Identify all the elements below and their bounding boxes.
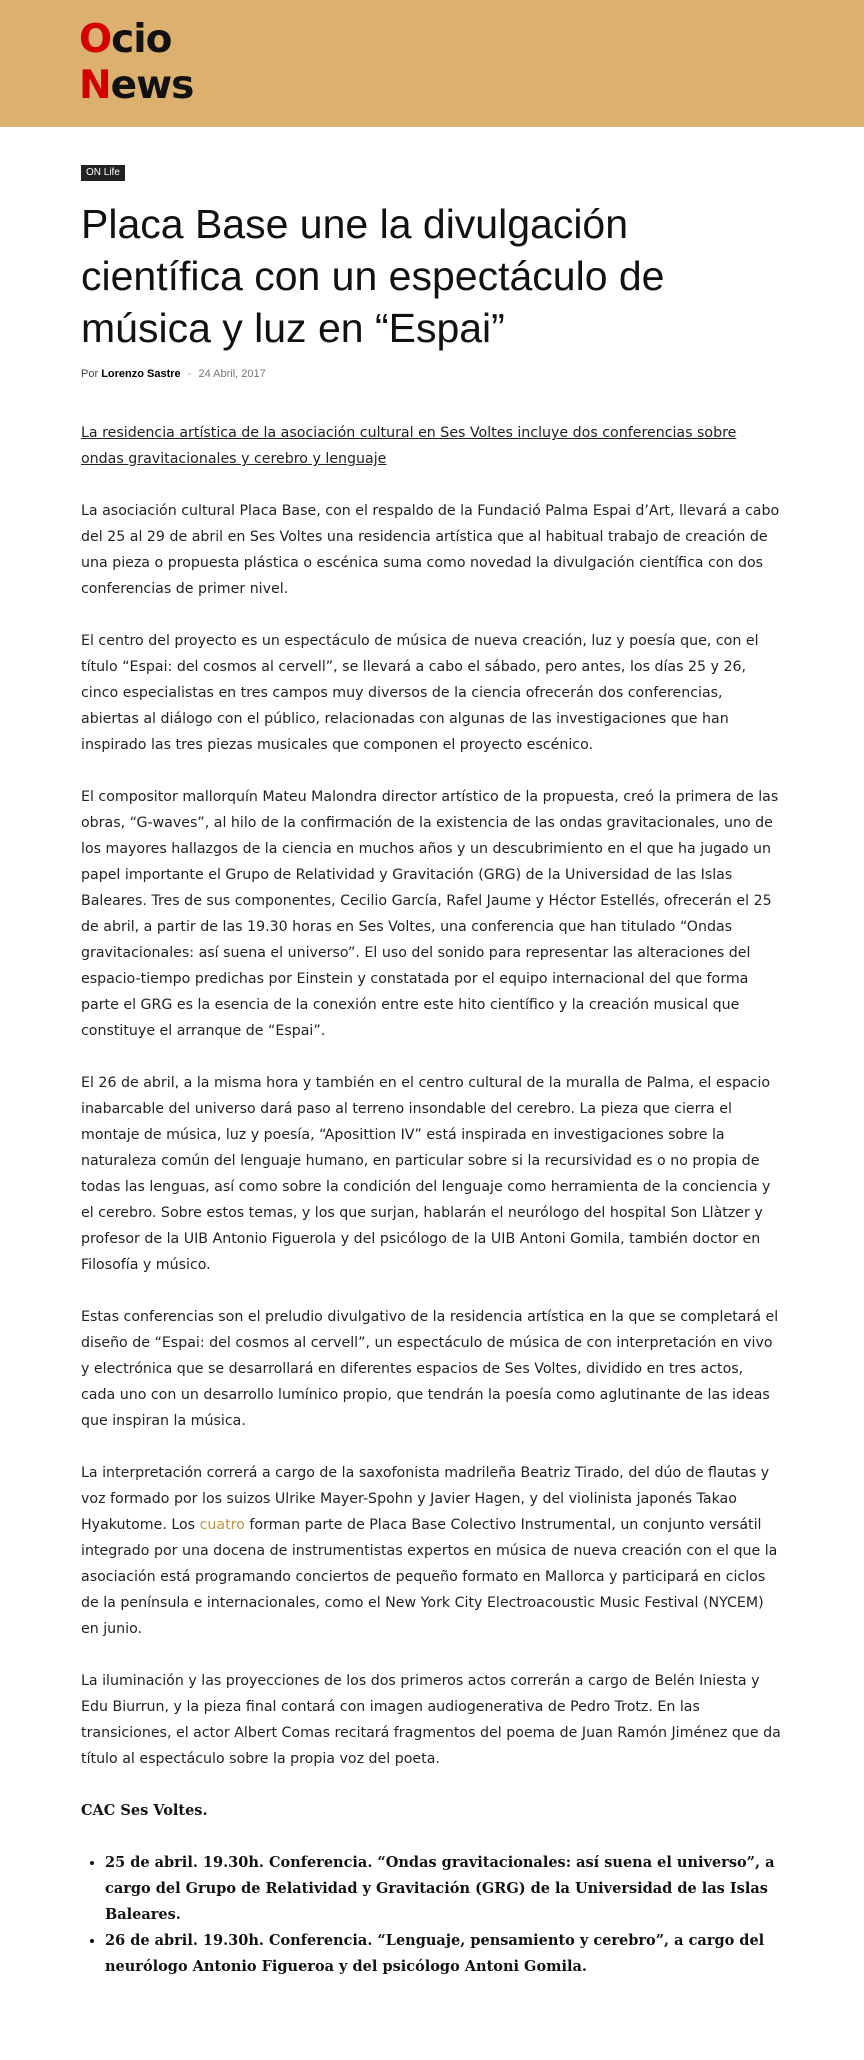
events-list xyxy=(81,1850,781,1980)
site-logo[interactable] xyxy=(79,16,194,110)
article-lead: La residencia artística de la asociación cultural en Ses Voltes incluye dos conferencias sobre ondas gravitacionales y cerebro y lenguaje xyxy=(81,425,737,467)
venue-heading: CAC Ses Voltes. xyxy=(81,1802,208,1819)
paragraph-text: La interpretación correrá a cargo de la saxofonista madrileña Beatriz Tirado, del dúo de flautas y voz formado por los suizos Ulrike Mayer-Spohn y Javier Hagen, y del violinista japonés Takao Hyakutome. Los xyxy=(81,1465,770,1533)
meta-separator: - xyxy=(187,368,192,380)
paragraph: Estas conferencias son el preludio divulgativo de la residencia artística en la que se completará el diseño de “Espai: del cosmos al cervell”, un espectáculo de música de con interpretación en vivo y electrónica que se desarrollará en diferentes espacios de Ses Voltes, dividido en tres actos, cada uno con un desarrollo lumínico propio, que tendrán la poesía como aglutinante de las ideas que inspiran la música. xyxy=(81,1309,779,1429)
paragraph: El compositor mallorquín Mateu Malondra director artístico de la propuesta, creó la primera de las obras, “G-waves”, al hilo de la confirmación de la existencia de las ondas gravitacionales, uno de los mayores hallazgos de la ciencia en muchos años y un descubrimiento en el que ha jugado un papel importante el Grupo de Relatividad y Gravitación (GRG) de la Universidad de las Islas Baleares. Tres de sus componentes, Cecilio García, Rafel Jaume y Héctor Estellés, ofrecerán el 25 de abril, a partir de las 19.30 horas en Ses Voltes, una conferencia que han titulado “Ondas gravitacionales: así suena el universo”. El uso del sonido para representar las alteraciones del espacio-tiempo predichas por Einstein y constatada por el equipo internacional del que forma parte el GRG es la esencia de la conexión entre este hito científico y la creación musical que constituye el arranque de “Espai”. xyxy=(81,789,779,1039)
paragraph: El centro del proyecto es un espectáculo de música de nueva creación, luz y poesía que, con el título “Espai: del cosmos al cervell”, se llevará a cabo el sábado, pero antes, los días 25 y 26, cinco especialistas en tres campos muy diversos de la ciencia ofrecerán dos conferencias, abiertas al diálogo con el público, relacionadas con algunas de las investigaciones que han inspirado las tres piezas musicales que componen el proyecto escénico. xyxy=(81,633,759,753)
category-badge[interactable]: ON Life xyxy=(81,165,125,181)
publish-date: 24 Abril, 2017 xyxy=(198,368,266,380)
article-body xyxy=(81,420,781,1980)
logo-text-ocio: cio xyxy=(111,17,172,62)
paragraph: La iluminación y las proyecciones de los dos primeros actos correrán a cargo de Belén Iniesta y Edu Biurrun, y la pieza final contará con imagen audiogenerativa de Pedro Trotz. En las transiciones, el actor Albert Comas recitará fragmentos del poema de Juan Ramón Jiménez que da título al espectáculo sobre la propia voz del poeta. xyxy=(81,1673,781,1767)
author-link[interactable]: Lorenzo Sastre xyxy=(101,368,181,380)
logo-letter-n: N xyxy=(79,63,111,108)
by-label: Por xyxy=(81,368,99,380)
event-item: • 26 de abril. 19.30h. Conferencia. “Lenguaje, pensamiento y cerebro”, a cargo del neurólogo Antonio Figueroa y del psicólogo Antoni Gomila. xyxy=(105,1928,781,1980)
power-icon: O xyxy=(79,17,112,62)
paragraph-text: forman parte de Placa Base Colectivo Instrumental, un conjunto versátil integrado por una docena de instrumentistas expertos en música de nueva creación con el que la asociación está programando conciertos de pequeño formato en Mallorca y participará en ciclos de la península e internacionales, como el New York City Electroacoustic Music Festival (NYCEM) en junio. xyxy=(81,1517,778,1637)
article-meta xyxy=(81,368,781,380)
article-container xyxy=(81,127,781,1980)
logo-text-news: ews xyxy=(110,63,194,108)
paragraph: El 26 de abril, a la misma hora y también en el centro cultural de la muralla de Palma, el espacio inabarcable del universo dará paso al terreno insondable del cerebro. La pieza que cierra el montaje de música, luz y poesía, “Aposittion IV” está inspirada en investigaciones sobre la naturaleza común del lenguaje humano, en particular sobre si la recursividad es o no propia de todas las lenguas, así como sobre la condición del lenguaje como herramienta de la conciencia y el cerebro. Sobre estos temas, y los que surjan, hablarán el neurólogo del hospital Son Llàtzer y profesor de la UIB Antonio Figuerola y del psicólogo de la UIB Antoni Gomila, también doctor en Filosofía y músico. xyxy=(81,1075,771,1273)
site-header xyxy=(0,0,864,127)
paragraph xyxy=(81,1460,781,1642)
paragraph: La asociación cultural Placa Base, con el respaldo de la Fundació Palma Espai d’Art, llevará a cabo del 25 al 29 de abril en Ses Voltes una residencia artística que al habitual trabajo de creación de una pieza o propuesta plástica o escénica suma como novedad la divulgación científica con dos conferencias de primer nivel. xyxy=(81,503,780,597)
logo-line-ocio xyxy=(79,17,172,62)
article-title: Placa Base une la divulgación científica con un espectáculo de música y luz en “Espai” xyxy=(81,201,665,351)
event-item: • 25 de abril. 19.30h. Conferencia. “Ondas gravitacionales: así suena el universo”, a cargo del Grupo de Relatividad y Gravitación (GRG) de la Universidad de las Islas Baleares. xyxy=(105,1850,781,1928)
highlight-link[interactable]: cuatro xyxy=(199,1517,245,1533)
logo-line-news xyxy=(79,63,194,108)
